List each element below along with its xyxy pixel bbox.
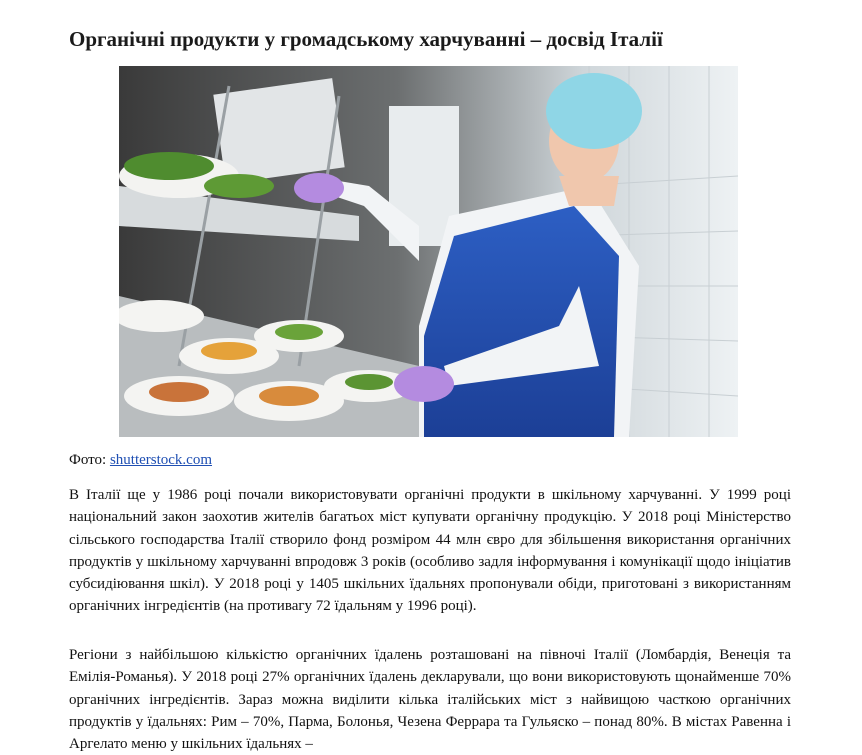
paragraph-2: Регіони з найбільшою кількістю органічних їдалень розташовані на півночі Італії (Ломбардія, Венеція та Емілія-Романья). У 2018 році 27% органічних їдалень декларували, що вони використовують щонайменше 70% органічних інгредієнтів. Зараз можна виділити кілька італійських міст з найвищою часткою органічних продуктів у їдальнях: Рим – 70%, Парма, Болонья, Чезена Феррара та Гульяско – понад 80%. В містах Равенна і Аргелато меню у шкільних їдальнях – xyxy=(69,647,791,753)
paragraph-1: В Італії ще у 1986 році почали використовувати органічні продукти в шкільному харчуванні. У 1999 році національний закон заохотив жителів багатьох міст купувати органічну продукцію. У 2018 році Міністерство сільського господарства Італії створило фонд розміром 44 млн євро для збільшення використання органічних продуктів у шкільному харчуванні впродовж 3 років (особливо задля інформування і комунікації щодо ініціатив субсидіювання шкіл). У 2018 році у 1405 шкільних їдальнях пропонували обіди, приготовані з використанням органічних інгредієнтів (на противагу 72 їдальням у 1996 році). xyxy=(69,487,791,615)
caption-label: Фото: xyxy=(69,452,110,468)
caption-source-link[interactable]: shutterstock.com xyxy=(109,452,213,468)
photo-caption xyxy=(69,452,212,469)
article-title: Органічні продукти у громадському харчуванні – досвід Італії xyxy=(69,27,663,51)
cafeteria-worker-photo xyxy=(119,66,738,437)
